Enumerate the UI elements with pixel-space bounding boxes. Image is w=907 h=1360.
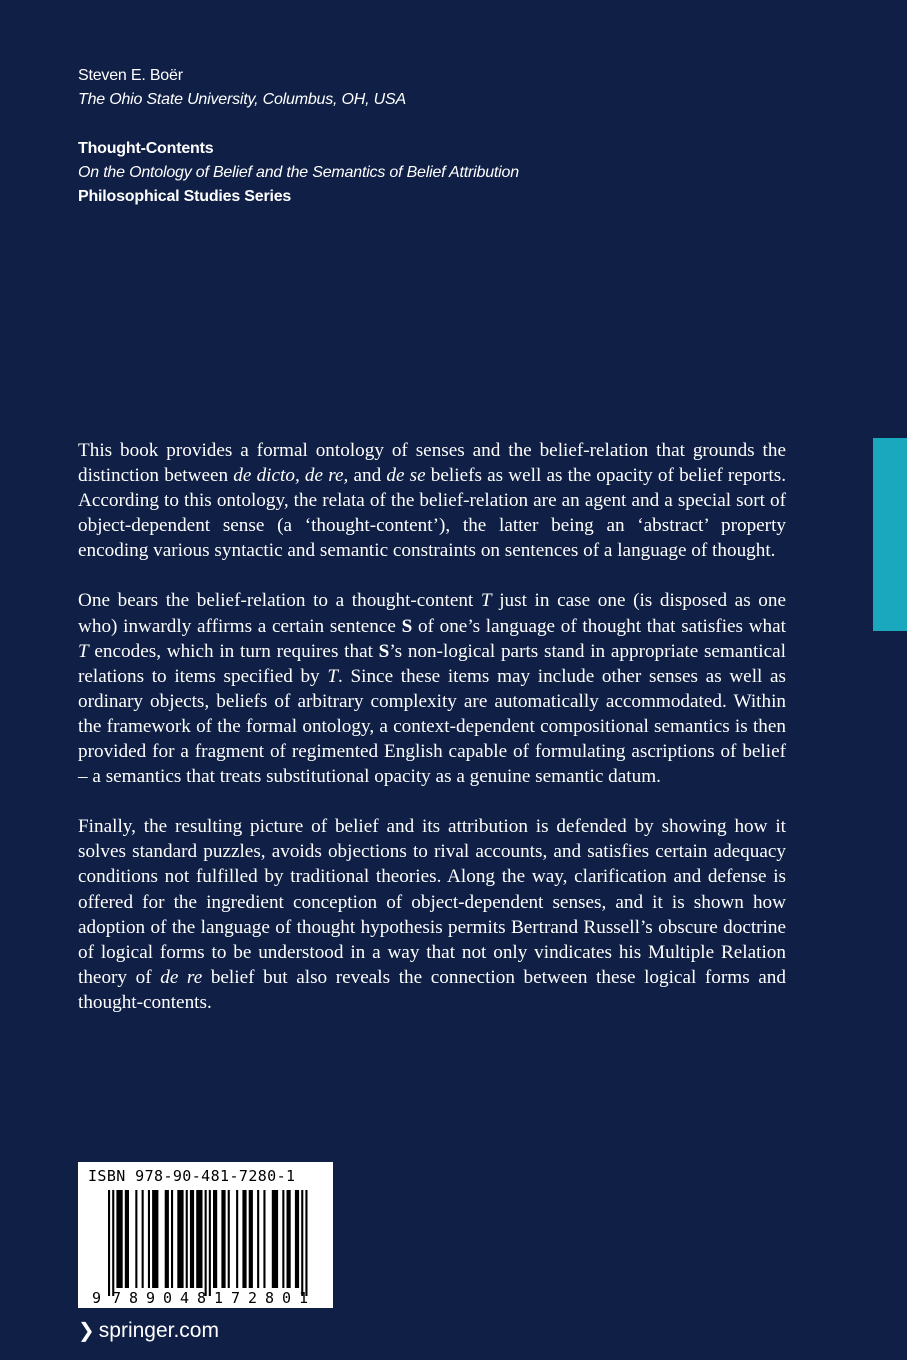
isbn-label: ISBN 978-90-481-7280-1 <box>88 1167 296 1185</box>
book-blurb <box>78 438 786 1040</box>
bold-run: S <box>401 615 413 637</box>
barcode-bar <box>142 1190 144 1288</box>
barcode-bar <box>305 1190 307 1296</box>
springer-website: springer.com <box>98 1319 219 1342</box>
barcode-bar <box>249 1190 253 1288</box>
italic-run: de dicto, de re, <box>233 465 349 487</box>
blurb-paragraph-1 <box>78 438 786 563</box>
text-run: Finally, the resulting picture of belief and its attribution is defended by showing how it solves standard puzzles, avoids objections to rival accounts, and satisfies certain adequacy conditions not fulfilled by traditional theories. Along the way, clarification and defense is offered for the ingredient conception of object-dependent senses, and it is shown how adoption of the language of thought hypothesis permits Bertrand Russell’s obscure doctrine of logical forms to be understood in a way that not only vindicates his Multiple Relation theory of <box>78 816 786 988</box>
ean-first-digit: 9 <box>92 1289 102 1307</box>
italic-run: de se <box>386 465 426 487</box>
barcode-bar <box>152 1190 158 1288</box>
book-title: Thought-Contents <box>78 140 214 157</box>
text-run: and <box>348 465 387 487</box>
italic-run: T <box>78 640 89 662</box>
book-subtitle: On the Ontology of Belief and the Semantics of Belief Attribution <box>78 164 519 181</box>
series-name: Philosophical Studies Series <box>78 188 292 205</box>
barcode-bar <box>190 1190 194 1288</box>
barcode-bar <box>196 1190 202 1288</box>
barcode-bar <box>135 1190 137 1288</box>
barcode-bar <box>186 1190 188 1288</box>
barcode-bar <box>236 1190 238 1288</box>
text-run: belief but also reveals the connection between these logical forms and thought-contents. <box>78 966 786 1013</box>
italic-run: T <box>327 665 338 687</box>
cover-header <box>78 64 778 209</box>
barcode-bar <box>125 1190 129 1288</box>
author-name: Steven E. Boër <box>78 67 183 84</box>
barcode-bar <box>209 1190 211 1296</box>
barcode-bar <box>301 1190 303 1296</box>
barcode-bar <box>295 1190 299 1288</box>
barcode-bar <box>242 1190 246 1288</box>
ean-right-group: 172801 <box>214 1289 308 1307</box>
barcode-bar <box>282 1190 284 1288</box>
chevron-right-icon: ❯ <box>78 1320 95 1342</box>
barcode-bar <box>108 1190 110 1296</box>
barcode-bar <box>272 1190 278 1288</box>
ean-left-group: 789048 <box>112 1289 206 1307</box>
text-run: This book provides a formal ontology of senses and the belief-relation that grounds the distinction between <box>78 440 786 487</box>
barcode-bar <box>257 1190 259 1288</box>
barcode-bar <box>213 1190 217 1288</box>
text-run: . Since these items may include other senses as well as ordinary objects, beliefs of arbitrary complexity are automatically accommodated. Within the framework of the formal ontology, a context-dependent compositional semantics is then provided for a fragment of regimented English capable of formulating ascriptions of belief – a semantics that treats substitutional opacity as a genuine semantic datum. <box>78 665 786 788</box>
text-run: One bears the belief-relation to a thought-content <box>78 590 481 612</box>
text-run: ’s non-logical parts stand in appropriate semantical relations to items specified by <box>78 640 786 687</box>
barcode-bar <box>205 1190 207 1296</box>
barcode-bar <box>112 1190 114 1296</box>
text-run: beliefs as well as the opacity of belief reports. According to this ontology, the relata of the belief-relation are an agent and a special sort of object-dependent sense (a ‘thought-content’), the latter being an ‘abstract’ property encoding various syntactic and semantic constraints on sentences of a language of thought. <box>78 465 787 562</box>
barcode-bar <box>177 1190 183 1288</box>
barcode-bar <box>287 1190 291 1288</box>
text-run: encodes, which in turn requires that <box>88 640 379 662</box>
blurb-paragraph-3 <box>78 814 786 1015</box>
barcode-bar <box>116 1190 122 1288</box>
text-run: just in case one (is disposed as one who) inwardly affirms a certain sentence <box>78 590 787 637</box>
italic-run: T <box>480 590 492 612</box>
italic-run: de re <box>160 966 203 988</box>
blurb-paragraph-2 <box>78 588 786 789</box>
accent-tab <box>873 438 907 631</box>
springer-link[interactable] <box>78 1318 219 1343</box>
barcode-bar <box>221 1190 225 1288</box>
barcode-box <box>78 1162 333 1308</box>
text-run: of one’s language of thought that satisfies what <box>412 615 786 637</box>
barcode-bar <box>148 1190 150 1288</box>
barcode-bar <box>228 1190 230 1288</box>
author-affiliation: The Ohio State University, Columbus, OH, USA <box>78 91 406 108</box>
barcode-bar <box>171 1190 173 1288</box>
bold-run: S <box>378 640 390 662</box>
barcode-bar <box>263 1190 265 1288</box>
barcode-bars <box>78 1162 333 1308</box>
barcode-bar <box>165 1190 169 1288</box>
